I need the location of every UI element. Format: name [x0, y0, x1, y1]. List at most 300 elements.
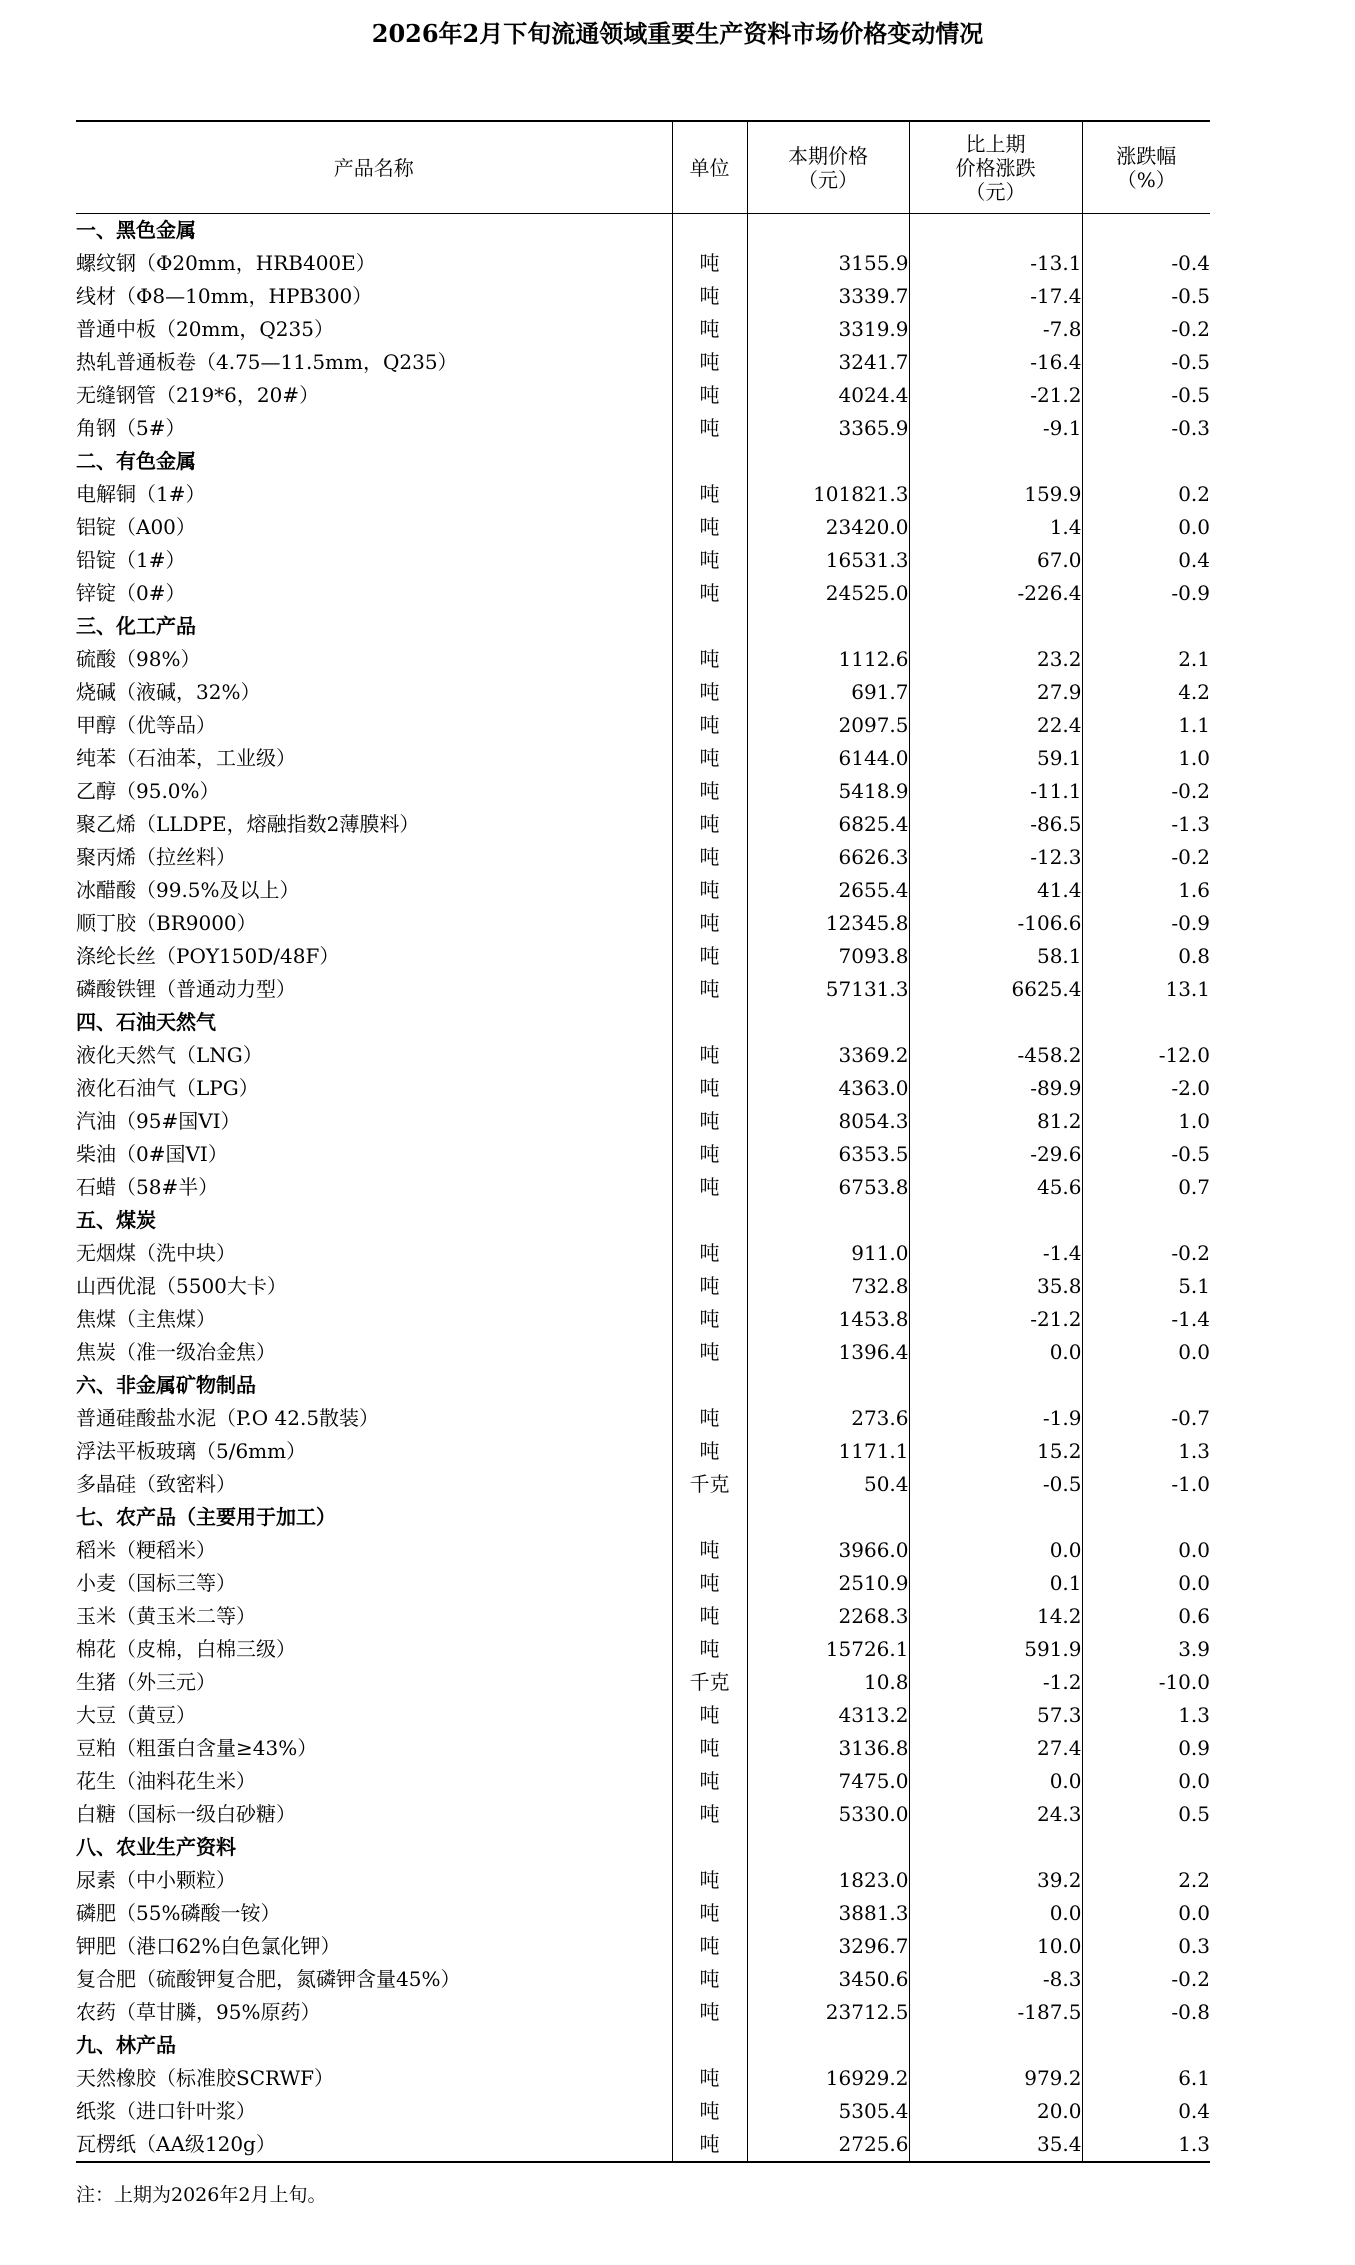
table-row: [76, 379, 1210, 412]
change-percent-cell: -0.4: [1082, 247, 1210, 280]
product-name-cell: 普通硅酸盐水泥（P.O 42.5散装）: [76, 1406, 380, 1430]
product-name-cell: 柴油（0#国VI）: [76, 1142, 228, 1166]
current-price-cell: 8054.3: [747, 1105, 909, 1138]
price-change-cell: -86.5: [909, 808, 1082, 841]
unit-cell: 吨: [672, 1105, 747, 1138]
product-name-cell: 纯苯（石油苯，工业级）: [76, 746, 296, 770]
product-name-cell: 涤纶长丝（POY150D/48F）: [76, 944, 340, 968]
current-price-cell: 2655.4: [747, 874, 909, 907]
change-percent-cell: 1.6: [1082, 874, 1210, 907]
price-change-cell: -17.4: [909, 280, 1082, 313]
price-change-cell: -106.6: [909, 907, 1082, 940]
price-change-cell: 39.2: [909, 1864, 1082, 1897]
current-price-cell: 6753.8: [747, 1171, 909, 1204]
price-change-cell: -21.2: [909, 379, 1082, 412]
unit-cell: 千克: [672, 1468, 747, 1501]
table-row: [76, 1963, 1210, 1996]
empty-cell: [909, 214, 1082, 248]
empty-cell: [747, 2029, 909, 2062]
current-price-cell: 57131.3: [747, 973, 909, 1006]
change-percent-cell: -1.3: [1082, 808, 1210, 841]
current-price-cell: 6825.4: [747, 808, 909, 841]
change-percent-cell: -0.9: [1082, 907, 1210, 940]
change-percent-cell: 0.0: [1082, 1336, 1210, 1369]
unit-cell: 千克: [672, 1666, 747, 1699]
unit-cell: 吨: [672, 1864, 747, 1897]
price-change-cell: 159.9: [909, 478, 1082, 511]
price-change-cell: -0.5: [909, 1468, 1082, 1501]
empty-cell: [672, 1831, 747, 1864]
current-price-cell: 12345.8: [747, 907, 909, 940]
current-price-cell: 1396.4: [747, 1336, 909, 1369]
change-percent-cell: 6.1: [1082, 2062, 1210, 2095]
header-current-price: [747, 121, 909, 214]
empty-cell: [672, 1501, 747, 1534]
table-row: [76, 1600, 1210, 1633]
current-price-cell: 3450.6: [747, 1963, 909, 1996]
empty-cell: [909, 2029, 1082, 2062]
product-name-cell: 尿素（中小颗粒）: [76, 1868, 236, 1892]
unit-cell: 吨: [672, 2062, 747, 2095]
product-name-cell: 小麦（国标三等）: [76, 1571, 236, 1595]
change-percent-cell: -0.9: [1082, 577, 1210, 610]
price-change-cell: -1.9: [909, 1402, 1082, 1435]
unit-cell: 吨: [672, 775, 747, 808]
header-price-change-line: 比上期: [965, 131, 1026, 156]
unit-cell: 吨: [672, 1039, 747, 1072]
unit-cell: 吨: [672, 973, 747, 1006]
unit-cell: 吨: [672, 478, 747, 511]
table-row: [76, 775, 1210, 808]
product-name-cell: 烧碱（液碱，32%）: [76, 680, 261, 704]
empty-cell: [672, 1204, 747, 1237]
empty-cell: [1082, 214, 1210, 248]
header-current-price-line: 本期价格: [788, 143, 868, 168]
unit-cell: 吨: [672, 1633, 747, 1666]
current-price-cell: 1823.0: [747, 1864, 909, 1897]
product-name-cell: 电解铜（1#）: [76, 482, 206, 506]
change-percent-cell: -0.5: [1082, 1138, 1210, 1171]
price-change-cell: 0.0: [909, 1765, 1082, 1798]
product-name-cell: 铅锭（1#）: [76, 548, 186, 572]
price-change-cell: 20.0: [909, 2095, 1082, 2128]
empty-cell: [1082, 1369, 1210, 1402]
table-row: [76, 1765, 1210, 1798]
current-price-cell: 7475.0: [747, 1765, 909, 1798]
product-name-cell: 多晶硅（致密料）: [76, 1472, 236, 1496]
category-title: 五、煤炭: [76, 1208, 156, 1232]
table-row: [76, 346, 1210, 379]
unit-cell: 吨: [672, 2095, 747, 2128]
change-percent-cell: 0.4: [1082, 544, 1210, 577]
table-row: [76, 412, 1210, 445]
change-percent-cell: 0.9: [1082, 1732, 1210, 1765]
empty-cell: [909, 1831, 1082, 1864]
change-percent-cell: 0.3: [1082, 1930, 1210, 1963]
change-percent-cell: -12.0: [1082, 1039, 1210, 1072]
table-row: [76, 1303, 1210, 1336]
product-name-cell: 角钢（5#）: [76, 416, 186, 440]
product-name-cell: 聚乙烯（LLDPE，熔融指数2薄膜料）: [76, 812, 420, 836]
header-price-change-unit: （元）: [965, 179, 1026, 204]
category-title: 二、有色金属: [76, 449, 196, 473]
price-change-cell: 979.2: [909, 2062, 1082, 2095]
price-change-cell: 10.0: [909, 1930, 1082, 1963]
table-row: [76, 313, 1210, 346]
product-name-cell: 螺纹钢（Φ20mm，HRB400E）: [76, 251, 376, 275]
unit-cell: 吨: [672, 808, 747, 841]
table-row: [76, 247, 1210, 280]
product-name-cell: 棉花（皮棉，白棉三级）: [76, 1637, 296, 1661]
table-row: [76, 577, 1210, 610]
unit-cell: 吨: [672, 313, 747, 346]
price-change-cell: -226.4: [909, 577, 1082, 610]
category-title: 八、农业生产资料: [76, 1835, 236, 1859]
footnote: 注：上期为2026年2月上旬。: [76, 2184, 327, 2206]
current-price-cell: 3881.3: [747, 1897, 909, 1930]
table-row: [76, 2128, 1210, 2162]
product-name-cell: 磷肥（55%磷酸一铵）: [76, 1901, 281, 1925]
table-row: [76, 280, 1210, 313]
unit-cell: 吨: [672, 1138, 747, 1171]
table-row: [76, 676, 1210, 709]
category-row: [76, 1204, 1210, 1237]
change-percent-cell: 1.3: [1082, 1435, 1210, 1468]
current-price-cell: 10.8: [747, 1666, 909, 1699]
price-change-cell: 15.2: [909, 1435, 1082, 1468]
price-change-cell: 6625.4: [909, 973, 1082, 1006]
table-row: [76, 709, 1210, 742]
product-name-cell: 复合肥（硫酸钾复合肥，氮磷钾含量45%）: [76, 1967, 461, 1991]
current-price-cell: 16531.3: [747, 544, 909, 577]
empty-cell: [909, 1501, 1082, 1534]
unit-cell: 吨: [672, 412, 747, 445]
header-current-price-unit: （元）: [798, 167, 858, 192]
product-name-cell: 热轧普通板卷（4.75—11.5mm，Q235）: [76, 350, 458, 374]
category-row: [76, 1369, 1210, 1402]
category-row: [76, 214, 1210, 248]
product-name-cell: 钾肥（港口62%白色氯化钾）: [76, 1934, 341, 1958]
current-price-cell: 911.0: [747, 1237, 909, 1270]
current-price-cell: 4024.4: [747, 379, 909, 412]
product-name-cell: 石蜡（58#半）: [76, 1175, 219, 1199]
current-price-cell: 273.6: [747, 1402, 909, 1435]
table-row: [76, 1072, 1210, 1105]
category-title: 六、非金属矿物制品: [76, 1373, 256, 1397]
empty-cell: [1082, 1831, 1210, 1864]
price-change-cell: -8.3: [909, 1963, 1082, 1996]
table-row: [76, 1996, 1210, 2029]
table-row: [76, 643, 1210, 676]
empty-cell: [909, 445, 1082, 478]
product-name-cell: 顺丁胶（BR9000）: [76, 911, 257, 935]
table-row: [76, 874, 1210, 907]
change-percent-cell: -1.0: [1082, 1468, 1210, 1501]
table-row: [76, 742, 1210, 775]
unit-cell: 吨: [672, 1237, 747, 1270]
empty-cell: [1082, 1006, 1210, 1039]
price-change-cell: 45.6: [909, 1171, 1082, 1204]
table-header-row: [76, 121, 1210, 214]
current-price-cell: 23420.0: [747, 511, 909, 544]
product-name-cell: 聚丙烯（拉丝料）: [76, 845, 236, 869]
product-name-cell: 生猪（外三元）: [76, 1670, 216, 1694]
product-name-cell: 玉米（黄玉米二等）: [76, 1604, 256, 1628]
unit-cell: 吨: [672, 1699, 747, 1732]
product-name-cell: 农药（草甘膦，95%原药）: [76, 2000, 321, 2024]
table-row: [76, 1336, 1210, 1369]
table-row: [76, 907, 1210, 940]
unit-cell: 吨: [672, 379, 747, 412]
change-percent-cell: 0.0: [1082, 511, 1210, 544]
unit-cell: 吨: [672, 1963, 747, 1996]
current-price-cell: 50.4: [747, 1468, 909, 1501]
unit-cell: 吨: [672, 643, 747, 676]
category-row: [76, 2029, 1210, 2062]
unit-cell: 吨: [672, 1534, 747, 1567]
empty-cell: [747, 610, 909, 643]
unit-cell: 吨: [672, 1996, 747, 2029]
table-row: [76, 1897, 1210, 1930]
table-row: [76, 1732, 1210, 1765]
change-percent-cell: 1.3: [1082, 2128, 1210, 2162]
change-percent-cell: -0.8: [1082, 1996, 1210, 2029]
price-change-cell: 0.0: [909, 1534, 1082, 1567]
change-percent-cell: -0.5: [1082, 280, 1210, 313]
change-percent-cell: -2.0: [1082, 1072, 1210, 1105]
price-change-cell: -89.9: [909, 1072, 1082, 1105]
table-row: [76, 544, 1210, 577]
change-percent-cell: 1.0: [1082, 742, 1210, 775]
current-price-cell: 3339.7: [747, 280, 909, 313]
empty-cell: [1082, 445, 1210, 478]
change-percent-cell: 0.8: [1082, 940, 1210, 973]
category-title: 七、农产品（主要用于加工）: [76, 1505, 336, 1529]
table-row: [76, 1435, 1210, 1468]
product-name-cell: 山西优混（5500大卡）: [76, 1274, 287, 1298]
header-price-change: [909, 121, 1082, 214]
price-change-cell: 14.2: [909, 1600, 1082, 1633]
change-percent-cell: -0.2: [1082, 841, 1210, 874]
change-percent-cell: -10.0: [1082, 1666, 1210, 1699]
current-price-cell: 3319.9: [747, 313, 909, 346]
price-change-cell: 591.9: [909, 1633, 1082, 1666]
change-percent-cell: 1.1: [1082, 709, 1210, 742]
current-price-cell: 6144.0: [747, 742, 909, 775]
empty-cell: [909, 610, 1082, 643]
price-change-cell: 57.3: [909, 1699, 1082, 1732]
unit-cell: 吨: [672, 2128, 747, 2162]
change-percent-cell: -0.7: [1082, 1402, 1210, 1435]
header-change-percent: [1082, 121, 1210, 214]
table-row: [76, 1798, 1210, 1831]
unit-cell: 吨: [672, 874, 747, 907]
category-row: [76, 445, 1210, 478]
price-change-cell: 58.1: [909, 940, 1082, 973]
current-price-cell: 3369.2: [747, 1039, 909, 1072]
empty-cell: [672, 445, 747, 478]
unit-cell: 吨: [672, 1600, 747, 1633]
unit-cell: 吨: [672, 742, 747, 775]
price-change-cell: -1.2: [909, 1666, 1082, 1699]
price-change-cell: -21.2: [909, 1303, 1082, 1336]
table-row: [76, 2062, 1210, 2095]
empty-cell: [1082, 1501, 1210, 1534]
price-change-cell: -458.2: [909, 1039, 1082, 1072]
change-percent-cell: 0.0: [1082, 1534, 1210, 1567]
price-change-cell: 27.4: [909, 1732, 1082, 1765]
current-price-cell: 732.8: [747, 1270, 909, 1303]
empty-cell: [909, 1369, 1082, 1402]
price-change-cell: -16.4: [909, 346, 1082, 379]
product-name-cell: 冰醋酸（99.5%及以上）: [76, 878, 300, 902]
price-change-cell: -1.4: [909, 1237, 1082, 1270]
unit-cell: 吨: [672, 676, 747, 709]
product-name-cell: 白糖（国标一级白砂糖）: [76, 1802, 296, 1826]
change-percent-cell: 5.1: [1082, 1270, 1210, 1303]
price-change-cell: 35.8: [909, 1270, 1082, 1303]
unit-cell: 吨: [672, 940, 747, 973]
product-name-cell: 无缝钢管（219*6，20#）: [76, 383, 320, 407]
current-price-cell: 23712.5: [747, 1996, 909, 2029]
price-change-cell: -9.1: [909, 412, 1082, 445]
change-percent-cell: 0.0: [1082, 1567, 1210, 1600]
current-price-cell: 3136.8: [747, 1732, 909, 1765]
page-title: 2026年2月下旬流通领域重要生产资料市场价格变动情况: [371, 19, 984, 48]
change-percent-cell: 3.9: [1082, 1633, 1210, 1666]
current-price-cell: 2510.9: [747, 1567, 909, 1600]
table-row: [76, 511, 1210, 544]
change-percent-cell: -0.5: [1082, 379, 1210, 412]
current-price-cell: 3155.9: [747, 247, 909, 280]
current-price-cell: 6626.3: [747, 841, 909, 874]
price-change-cell: 24.3: [909, 1798, 1082, 1831]
change-percent-cell: -0.5: [1082, 346, 1210, 379]
unit-cell: 吨: [672, 1765, 747, 1798]
product-name-cell: 铝锭（A00）: [76, 515, 196, 539]
empty-cell: [909, 1006, 1082, 1039]
price-change-cell: -187.5: [909, 1996, 1082, 2029]
price-change-cell: 59.1: [909, 742, 1082, 775]
header-price-change-line: 价格涨跌: [955, 155, 1036, 180]
product-name-cell: 天然橡胶（标准胶SCRWF）: [76, 2066, 335, 2090]
current-price-cell: 2725.6: [747, 2128, 909, 2162]
unit-cell: 吨: [672, 1567, 747, 1600]
current-price-cell: 15726.1: [747, 1633, 909, 1666]
current-price-cell: 3365.9: [747, 412, 909, 445]
unit-cell: 吨: [672, 1435, 747, 1468]
category-title: 九、林产品: [76, 2033, 176, 2057]
table-row: [76, 1105, 1210, 1138]
unit-cell: 吨: [672, 1303, 747, 1336]
category-row: [76, 610, 1210, 643]
product-name-cell: 甲醇（优等品）: [76, 713, 216, 737]
price-change-cell: 81.2: [909, 1105, 1082, 1138]
table-row: [76, 1138, 1210, 1171]
product-name-cell: 硫酸（98%）: [76, 647, 201, 671]
empty-cell: [1082, 610, 1210, 643]
product-name-cell: 稻米（粳稻米）: [76, 1538, 216, 1562]
price-change-cell: 0.1: [909, 1567, 1082, 1600]
change-percent-cell: -0.2: [1082, 775, 1210, 808]
category-title: 一、黑色金属: [76, 218, 196, 242]
change-percent-cell: 1.3: [1082, 1699, 1210, 1732]
product-name-cell: 花生（油料花生米）: [76, 1769, 256, 1793]
unit-cell: 吨: [672, 1171, 747, 1204]
product-name-cell: 汽油（95#国VI）: [76, 1109, 241, 1133]
empty-cell: [747, 1006, 909, 1039]
current-price-cell: 1453.8: [747, 1303, 909, 1336]
unit-cell: 吨: [672, 1798, 747, 1831]
table-row: [76, 1534, 1210, 1567]
unit-cell: 吨: [672, 1270, 747, 1303]
change-percent-cell: 0.2: [1082, 478, 1210, 511]
current-price-cell: 3241.7: [747, 346, 909, 379]
change-percent-cell: 0.5: [1082, 1798, 1210, 1831]
price-change-cell: 27.9: [909, 676, 1082, 709]
change-percent-cell: 2.1: [1082, 643, 1210, 676]
current-price-cell: 1171.1: [747, 1435, 909, 1468]
unit-cell: 吨: [672, 841, 747, 874]
unit-cell: 吨: [672, 577, 747, 610]
current-price-cell: 2097.5: [747, 709, 909, 742]
table-row: [76, 1270, 1210, 1303]
change-percent-cell: 0.0: [1082, 1897, 1210, 1930]
unit-cell: 吨: [672, 1930, 747, 1963]
current-price-cell: 3296.7: [747, 1930, 909, 1963]
unit-cell: 吨: [672, 1732, 747, 1765]
header-change-percent-unit: （%）: [1116, 167, 1176, 192]
current-price-cell: 5418.9: [747, 775, 909, 808]
table-row: [76, 1402, 1210, 1435]
product-name-cell: 液化天然气（LNG）: [76, 1043, 263, 1067]
price-change-cell: -12.3: [909, 841, 1082, 874]
table-row: [76, 1666, 1210, 1699]
empty-cell: [672, 610, 747, 643]
empty-cell: [672, 214, 747, 248]
empty-cell: [909, 1204, 1082, 1237]
table-row: [76, 1171, 1210, 1204]
table-row: [76, 973, 1210, 1006]
current-price-cell: 24525.0: [747, 577, 909, 610]
table-row: [76, 1699, 1210, 1732]
change-percent-cell: 0.0: [1082, 1765, 1210, 1798]
product-name-cell: 乙醇（95.0%）: [76, 779, 220, 803]
empty-cell: [1082, 2029, 1210, 2062]
header-product-name: 产品名称: [76, 121, 672, 214]
empty-cell: [672, 2029, 747, 2062]
current-price-cell: 101821.3: [747, 478, 909, 511]
product-name-cell: 焦炭（准一级冶金焦）: [76, 1340, 276, 1364]
product-name-cell: 纸浆（进口针叶浆）: [76, 2099, 256, 2123]
header-change-percent-line: 涨跌幅: [1116, 143, 1177, 168]
unit-cell: 吨: [672, 346, 747, 379]
table-row: [76, 1864, 1210, 1897]
category-row: [76, 1006, 1210, 1039]
unit-cell: 吨: [672, 247, 747, 280]
price-change-cell: 1.4: [909, 511, 1082, 544]
change-percent-cell: -1.4: [1082, 1303, 1210, 1336]
table-row: [76, 1237, 1210, 1270]
product-name-cell: 瓦楞纸（AA级120g）: [76, 2128, 672, 2162]
current-price-cell: 16929.2: [747, 2062, 909, 2095]
table-row: [76, 808, 1210, 841]
change-percent-cell: 0.4: [1082, 2095, 1210, 2128]
current-price-cell: 6353.5: [747, 1138, 909, 1171]
product-name-cell: 线材（Φ8—10mm，HPB300）: [76, 284, 373, 308]
unit-cell: 吨: [672, 1336, 747, 1369]
category-title: 三、化工产品: [76, 614, 196, 638]
